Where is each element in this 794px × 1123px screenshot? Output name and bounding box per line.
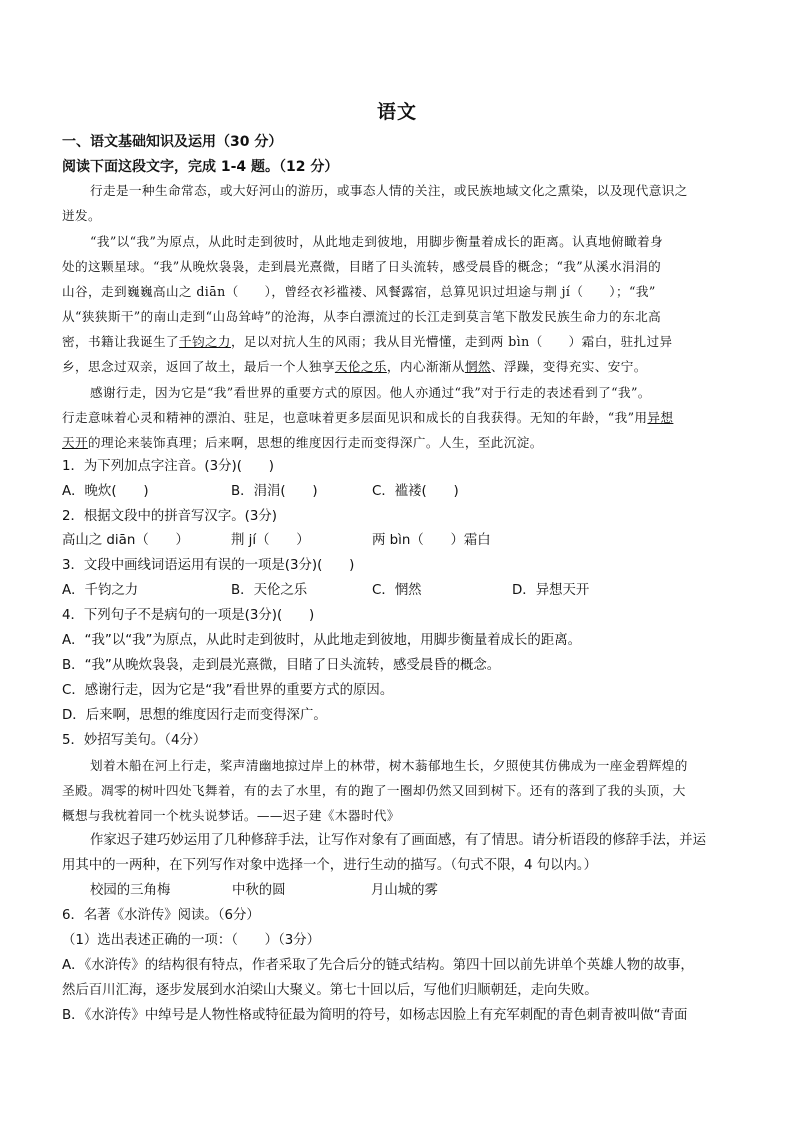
passage-text: ，内心渐渐从 [386,359,465,374]
q4-option-b: B．“我”从晚炊袅袅，走到晨光熹微，目睹了日头流转，感受晨昏的概念。 [62,658,501,673]
q3-option-b: B．天伦之乐 [231,583,308,598]
passage-text: ，足以对抗人生的风雨；我从目光懵懂，走到两 bìn（ ）霜白，驻扎过异 [230,334,673,349]
passage-line: “我”以“我”为原点，从此时走到彼时，从此地走到彼地，用脚步衡量着成长的距离。认真地俯瞰着身 [90,234,664,249]
question-5-stem: 5．妙招写美句。（4分） [62,733,207,748]
section-heading: 一、语文基础知识及运用（30 分） [62,134,283,150]
passage-text: 乡，思念过双亲，返回了故土，最后一个人独享 [62,359,335,374]
q5-task-line: 作家迟子建巧妙运用了几种修辞手法，让写作对象有了画面感，有了情思。请分析语段的修辞手法，并运 [90,833,706,848]
q3-option-a: A．千钧之力 [62,583,139,598]
passage-line [62,332,673,352]
underlined-term: 天伦之乐 [334,359,387,374]
underlined-term: 惘然 [464,359,491,374]
q2-item-c: 两 bìn（ ）霜白 [372,533,491,548]
passage-line: 山谷，走到巍巍高山之 diān（ ），曾经衣衫褴褛、风餐露宿，总算见识过坦途与荆 jí（ ）；“我” [62,284,656,299]
q5-topic-option: 校园的三角梅 [90,883,171,898]
q2-item-a: 高山之 diān（ ） [62,533,189,548]
passage-text: 的理论来装饰真理；后来啊，思想的维度因行走而变得深广。人生，至此沉淀。 [88,435,543,450]
q6-option-a-line: 然后百川汇海，逐步发展到水泊梁山大聚义。第七十回以后，写他们归顺朝廷，走向失败。 [62,983,598,998]
passage-text: 、浮躁，变得充实、安宁。 [490,359,647,374]
q4-option-a: A．“我”以“我”为原点，从此时走到彼时，从此地走到彼地，用脚步衡量着成长的距离。 [62,633,581,648]
q1-option-a: A．晚炊( ) [62,484,149,499]
passage-text: 行走意味着心灵和精神的漂泊、驻足，也意味着更多层面见识和成长的自我获得。无知的年龄，“我”用 [62,410,648,425]
q5-task-line: 用其中的一两种，在下列写作对象中选择一个，进行生动的描写。（句式不限，4 句以内。） [62,858,597,873]
q1-option-b: B．涓涓( ) [231,484,318,499]
quote-line: 概想与我枕着同一个枕头说梦话。——迟子建《木器时代》 [62,808,400,823]
q2-item-b: 荆 jí（ ） [231,533,310,548]
q6-option-a-line: A．《水浒传》的结构很有特点，作者采取了先合后分的链式结构。第四十回以前先讲单个英雄人物的故事， [62,958,694,973]
reading-instruction: 阅读下面这段文字，完成 1-4 题。（12 分） [62,159,339,175]
passage-line: 从“狭狭斯干”的南山走到“山岛耸峙”的沧海，从李白漂流过的长江走到莫言笔下散发民族生命力的东北高 [62,309,662,324]
passage-line: 迸发。 [62,208,101,223]
question-3-stem: 3．文段中画线词语运用有误的一项是(3分)( ) [62,558,355,573]
question-2-stem: 2．根据文段中的拼音写汉字。(3分) [62,509,277,524]
underlined-term: 天开 [62,435,88,450]
q3-option-d: D．异想天开 [512,583,590,598]
question-1-stem: 1．为下列加点字注音。(3分)( ) [62,459,275,474]
q1-option-c: C．褴褛( ) [372,484,459,499]
underlined-term: 千钧之力 [178,334,231,349]
quote-line: 划着木船在河上行走，桨声清幽地掠过岸上的林带，树木蓊郁地生长，夕照使其仿佛成为一座金碧辉煌的 [90,758,688,773]
passage-line [62,408,673,428]
page-title: 语文 [376,101,417,123]
underlined-term: 异想 [647,410,674,425]
passage-line: 行走是一种生命常态，或大好河山的游历，或事态人情的关注，或民族地域文化之熏染，以及现代意识之 [90,183,688,198]
q4-option-d: D．后来啊，思想的维度因行走而变得深广。 [62,708,327,723]
q6-subquestion-1: （1）选出表述正确的一项：（ ）（3分） [62,933,321,948]
passage-text: 密，书籍让我诞生了 [62,334,179,349]
question-6-stem: 6．名著《水浒传》阅读。（6分） [62,908,260,923]
q5-topic-option: 月山城的雾 [371,883,438,898]
passage-line [62,433,543,453]
q3-option-c: C．惘然 [372,583,422,598]
q6-option-b-line: B．《水浒传》中绰号是人物性格或特征最为简明的符号，如杨志因脸上有充军刺配的青色刺青被叫做“青面 [62,1008,688,1023]
question-4-stem: 4．下列句子不是病句的一项是(3分)( ) [62,608,315,623]
passage-line [62,357,647,377]
quote-line: 圣殿。凋零的树叶四处飞舞着，有的去了水里，有的跑了一圈却仍然又回到树下。还有的落到了我的头顶，大 [62,783,686,798]
q5-topic-option: 中秋的圆 [232,883,286,898]
passage-line: 处的这颗星球。“我”从晚炊袅袅，走到晨光熹微，目睹了日头流转，感受晨昏的概念；“我”从溪水涓涓的 [62,259,662,274]
passage-line: 感谢行走，因为它是“我”看世界的重要方式的原因。他人亦通过“我”对于行走的表述看到了“我”。 [90,385,651,400]
q4-option-c: C．感谢行走，因为它是“我”看世界的重要方式的原因。 [62,683,394,698]
